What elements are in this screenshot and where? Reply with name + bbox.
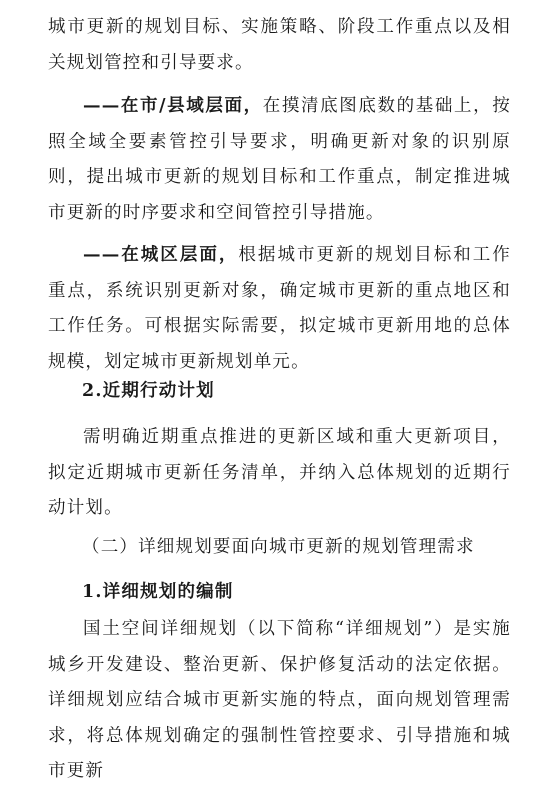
paragraph-near-term-action: 需明确近期重点推进的更新区域和重大更新项目，拟定近期城市更新任务清单，并纳入总体规划的近期行动计划。 xyxy=(48,427,511,518)
paragraph-city-county-level xyxy=(48,89,511,231)
paragraph-urban-district-level xyxy=(48,238,511,380)
urban-district-level-lead: ——在城区层面， xyxy=(83,245,239,265)
city-county-level-body: 在摸清底图底数的基础上，按照全域全要素管控引导要求，明确更新对象的识别原则，提出城市更新的规划目标和工作重点，制定推进城市更新的时序要求和空间管控引导措施。 xyxy=(48,96,511,223)
heading-detailed-planning-compilation: 1.详细规划的编制 xyxy=(82,582,234,602)
heading-near-term-action-plan: 2.近期行动计划 xyxy=(82,381,215,401)
city-county-level-lead: ——在市/县域层面， xyxy=(83,96,263,116)
paragraph-planning-goals: 城市更新的规划目标、实施策略、阶段工作重点以及相关规划管控和引导要求。 xyxy=(48,17,511,73)
paragraph-detailed-planning: 国土空间详细规划（以下简称“详细规划”）是实施城乡开发建设、整治更新、保护修复活动的法定依据。详细规划应结合城市更新实施的特点，面向规划管理需求，将总体规划确定的强制性管控要求、引导措施和城市更新 xyxy=(48,619,511,781)
heading-detailed-planning-section: （二）详细规划要面向城市更新的规划管理需求 xyxy=(82,537,475,557)
urban-district-level-body: 根据城市更新的规划目标和工作重点，系统识别更新对象，确定城市更新的重点地区和工作任务。可根据实际需要，拟定城市更新用地的总体规模，划定城市更新规划单元。 xyxy=(48,245,511,372)
